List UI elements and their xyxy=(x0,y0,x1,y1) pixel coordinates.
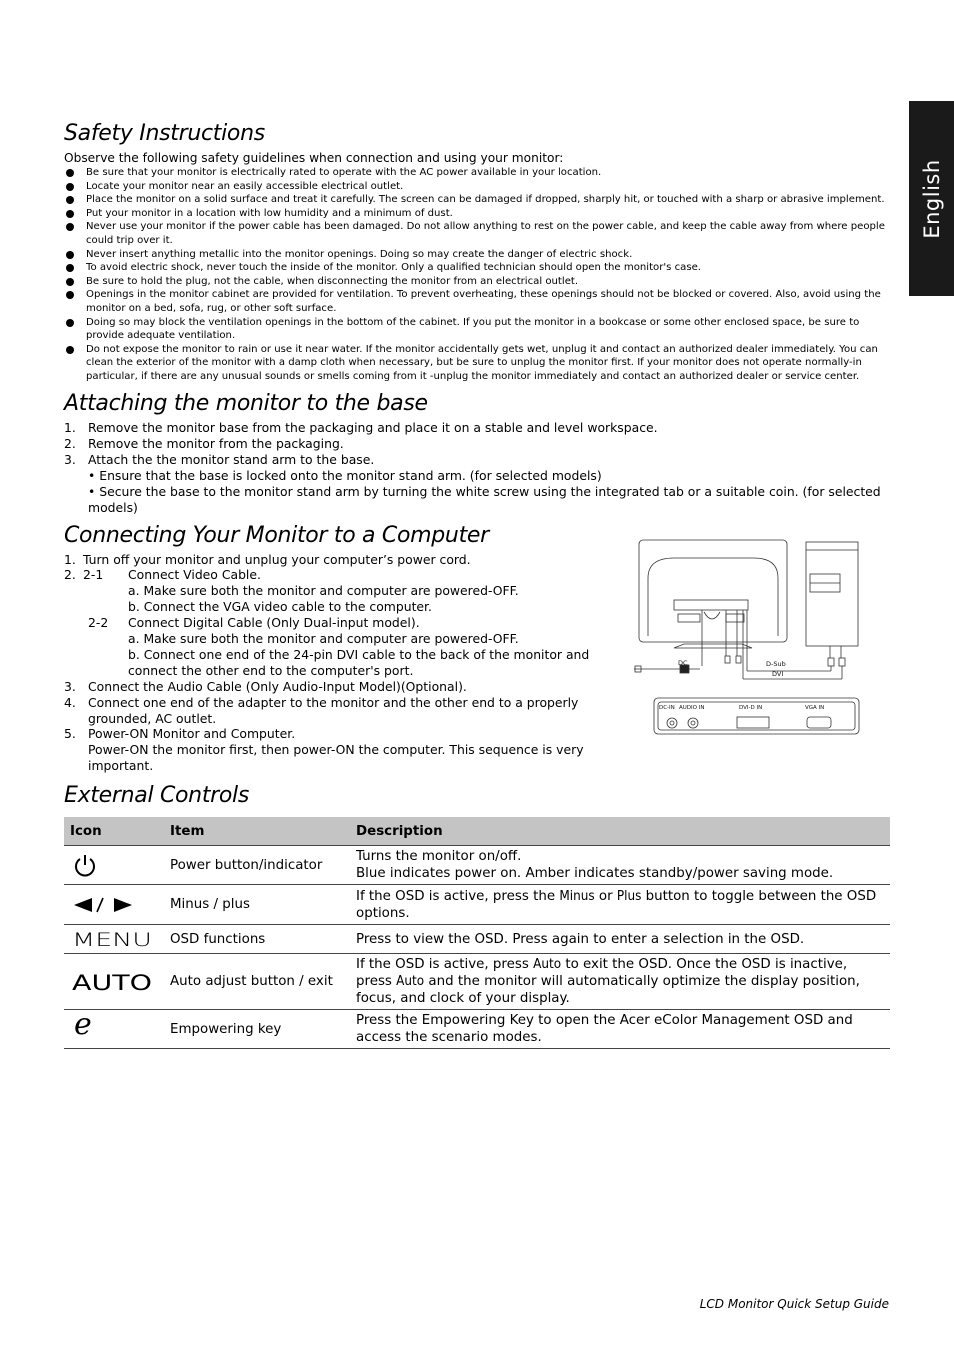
svg-text:AUTO: AUTO xyxy=(72,970,152,993)
list-item: a. Make sure both the monitor and computer are powered-OFF. xyxy=(128,631,519,647)
port-dvi-label: DVI-D IN xyxy=(739,704,763,711)
safety-list xyxy=(64,166,890,384)
list-item: b. Connect the VGA video cable to the computer. xyxy=(128,599,432,615)
item-cell: Minus / plus xyxy=(164,885,350,925)
safety-title: Safety Instructions xyxy=(64,121,265,146)
table-row xyxy=(64,954,890,1010)
language-tab xyxy=(909,101,954,296)
table-row xyxy=(64,885,890,925)
list-item: Never use your monitor if the power cable has been damaged. Do not allow anything to rest on the power cable, and keep the cable away from where people could trip over it. xyxy=(64,220,890,247)
page-footer: LCD Monitor Quick Setup Guide xyxy=(699,1297,889,1311)
svg-text:MENU: MENU xyxy=(72,929,152,950)
diagram-dvi-label: DVI xyxy=(772,669,784,678)
list-item: 5. Power-ON Monitor and Computer. xyxy=(64,726,296,742)
power-icon xyxy=(72,852,98,878)
controls-section xyxy=(64,780,890,1049)
item-cell: OSD functions xyxy=(164,925,350,954)
list-item: 3. Connect the Audio Cable (Only Audio-Input Model)(Optional). xyxy=(64,678,467,694)
port-audio-label: AUDIO IN xyxy=(679,704,705,711)
language-label: English xyxy=(919,158,944,239)
connect-title: Connecting Your Monitor to a Computer xyxy=(64,522,489,548)
list-item: • Ensure that the base is locked onto the monitor stand arm. (for selected models) xyxy=(88,467,602,483)
header-icon: Icon xyxy=(64,817,164,846)
list-item: 1. Turn off your monitor and unplug your computer’s power cord. xyxy=(64,551,471,567)
list-item: Put your monitor in a location with low humidity and a minimum of dust. xyxy=(64,207,890,221)
list-item: 2. Remove the monitor from the packaging. xyxy=(64,435,344,451)
auto-icon xyxy=(72,971,154,993)
description-cell: Turns the monitor on/off. Blue indicates power on. Amber indicates standby/power saving mode. xyxy=(350,846,890,885)
svg-text:e: e xyxy=(74,1012,92,1041)
empowering-key-icon xyxy=(72,1012,102,1040)
description-cell: Press to view the OSD. Press again to enter a selection in the OSD. xyxy=(350,925,890,954)
header-item: Item xyxy=(164,817,350,846)
table-row xyxy=(64,925,890,954)
base-section xyxy=(64,388,890,516)
list-item: 2. 2-1 Connect Video Cable. xyxy=(64,567,261,583)
connection-diagram xyxy=(634,538,864,743)
list-item: 2-2 Connect Digital Cable (Only Dual-input model). xyxy=(88,615,420,631)
list-item: 1. Remove the monitor base from the packaging and place it on a stable and level workspace. xyxy=(64,419,658,435)
item-cell: Power button/indicator xyxy=(164,846,350,885)
list-item: To avoid electric shock, never touch the inside of the monitor. Only a qualified technician should open the monitor's case. xyxy=(64,261,890,275)
table-row xyxy=(64,1010,890,1049)
list-item: • Secure the base to the monitor stand arm by turning the white screw using the integrated tab or a suitable coin. (for selected models) xyxy=(88,483,881,515)
controls-table xyxy=(64,817,890,1049)
description-cell: If the OSD is active, press Auto to exit the OSD. Once the OSD is inactive, press Auto and the monitor will automatically optimize the display position, focus, and clock of your display. xyxy=(350,954,890,1010)
list-item: Place the monitor on a solid surface and treat it carefully. The screen can be damaged if dropped, sharply hit, or touched with a sharp or abrasive implement. xyxy=(64,193,890,207)
menu-icon xyxy=(72,929,154,949)
base-steps xyxy=(64,420,890,516)
list-item: Openings in the monitor cabinet are provided for ventilation. To prevent overheating, these openings should not be blocked or covered. Also, avoid using the monitor on a bed, sofa, rug, or other soft surface. xyxy=(64,288,890,315)
list-item: Doing so may block the ventilation openings in the bottom of the cabinet. If you put the monitor in a bookcase or some other enclosed space, be sure to provide adequate ventilation. xyxy=(64,316,890,343)
list-item: Do not expose the monitor to rain or use it near water. If the monitor accidentally gets wet, unplug it and contact an authorized dealer immediately. You can clean the exterior of the monitor with a damp cloth when necessary, but be sure to unplug the monitor first. If your monitor does not operate normally-in particular, if there are any unusual sounds or smells coming from it -unplug the monitor immediately and contact an authorized dealer or service center. xyxy=(64,343,890,384)
base-title: Attaching the monitor to the base xyxy=(64,390,428,416)
controls-title: External Controls xyxy=(64,783,250,809)
description-cell: If the OSD is active, press the Minus or Plus button to toggle between the OSD options. xyxy=(350,885,890,925)
description-cell: Press the Empowering Key to open the Acer eColor Management OSD and access the scenario modes. xyxy=(350,1010,890,1049)
port-vga-label: VGA IN xyxy=(805,704,825,711)
list-item: Be sure to hold the plug, not the cable, when disconnecting the monitor from an electrical outlet. xyxy=(64,275,890,289)
list-item: a. Make sure both the monitor and computer are powered-OFF. xyxy=(128,583,519,599)
connect-steps xyxy=(64,552,624,775)
list-item: Power-ON the monitor first, then power-ON the computer. This sequence is very important. xyxy=(88,742,584,774)
table-header xyxy=(64,817,890,846)
table-row xyxy=(64,846,890,885)
item-cell: Auto adjust button / exit xyxy=(164,954,350,1010)
list-item: Be sure that your monitor is electrically rated to operate with the AC power available in your location. xyxy=(64,166,890,180)
list-item: 4. Connect one end of the adapter to the monitor and the other end to a properly grounded, AC outlet. xyxy=(64,694,579,726)
port-dcin-label: DC-IN xyxy=(659,704,675,711)
safety-intro: Observe the following safety guidelines when connection and using your monitor: xyxy=(64,151,564,165)
safety-section xyxy=(64,118,890,384)
minus-plus-icon xyxy=(72,896,132,914)
list-item: b. Connect one end of the 24-pin DVI cable to the back of the monitor and connect the other end to the computer's port. xyxy=(128,646,590,678)
item-cell: Empowering key xyxy=(164,1010,350,1049)
list-item: Never insert anything metallic into the monitor openings. Doing so may create the danger of electric shock. xyxy=(64,248,890,262)
diagram-dsub-label: D-Sub xyxy=(766,659,786,668)
header-description: Description xyxy=(350,817,890,846)
connect-section xyxy=(64,520,890,775)
list-item: 3. Attach the the monitor stand arm to the base. xyxy=(64,451,375,467)
list-item: Locate your monitor near an easily accessible electrical outlet. xyxy=(64,180,890,194)
diagram-dc-label: DC xyxy=(678,658,688,667)
page-content xyxy=(64,118,890,1049)
